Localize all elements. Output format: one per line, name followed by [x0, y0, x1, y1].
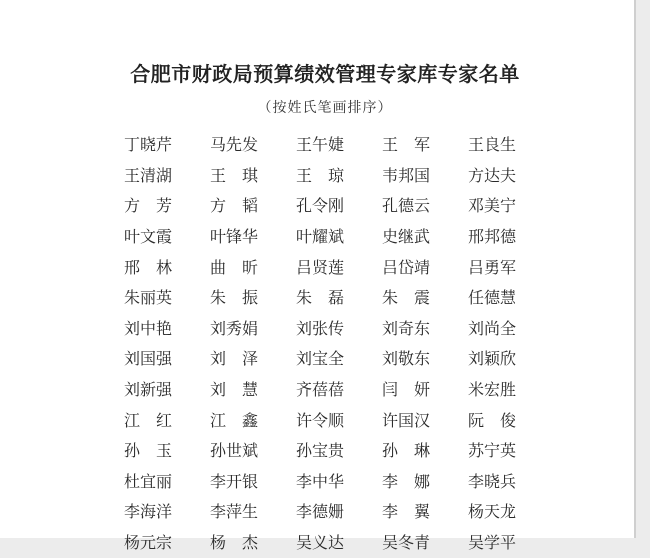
expert-name: 吴学平	[468, 533, 517, 553]
expert-name: 邢邦德	[468, 227, 517, 247]
expert-name: 吕岱靖	[382, 257, 431, 277]
expert-name: 叶耀斌	[296, 227, 345, 247]
expert-name: 吴义达	[296, 533, 345, 553]
expert-name: 孙 玉	[124, 441, 173, 461]
expert-name: 刘秀娟	[210, 318, 259, 338]
expert-name: 朱 振	[210, 288, 259, 308]
expert-name: 方 韬	[210, 196, 259, 216]
expert-name: 王 琼	[296, 165, 345, 185]
expert-name: 朱 震	[382, 288, 431, 308]
expert-name: 李 翼	[382, 502, 431, 522]
expert-name: 王 军	[382, 135, 431, 155]
expert-name: 曲 昕	[210, 257, 259, 277]
expert-name: 刘 慧	[210, 380, 259, 400]
expert-name: 任德慧	[468, 288, 517, 308]
expert-name: 许国汉	[382, 410, 431, 430]
expert-name: 叶锋华	[210, 227, 259, 247]
expert-name: 韦邦国	[382, 165, 431, 185]
expert-name: 王良生	[468, 135, 517, 155]
expert-name: 刘颖欣	[468, 349, 517, 369]
expert-name: 刘中艳	[124, 318, 173, 338]
expert-name: 孙世斌	[210, 441, 259, 461]
expert-name: 苏宁英	[468, 441, 517, 461]
expert-name: 刘敬东	[382, 349, 431, 369]
expert-name: 邢 林	[124, 257, 173, 277]
expert-name: 李 娜	[382, 471, 431, 491]
expert-name: 米宏胜	[468, 380, 517, 400]
expert-name: 闫 妍	[382, 380, 431, 400]
expert-name: 刘奇东	[382, 318, 431, 338]
expert-name: 许令顺	[296, 410, 345, 430]
expert-name: 孔令刚	[296, 196, 345, 216]
expert-name: 吴冬青	[382, 533, 431, 553]
expert-name: 刘尚全	[468, 318, 517, 338]
expert-name: 刘新强	[124, 380, 173, 400]
expert-name: 刘 泽	[210, 349, 259, 369]
expert-name: 王清湖	[124, 165, 173, 185]
expert-name: 齐蓓蓓	[296, 380, 345, 400]
expert-name: 孙宝贵	[296, 441, 345, 461]
expert-name: 吕贤莲	[296, 257, 345, 277]
expert-name: 叶文霞	[124, 227, 173, 247]
expert-name: 李德姗	[296, 502, 345, 522]
expert-name: 方 芳	[124, 196, 173, 216]
expert-name: 李晓兵	[468, 471, 517, 491]
expert-name: 方达夫	[468, 165, 517, 185]
expert-name: 杜宜丽	[124, 471, 173, 491]
page-edge-divider	[634, 0, 636, 538]
expert-name: 吕勇军	[468, 257, 517, 277]
expert-name: 江 红	[124, 410, 173, 430]
expert-name: 刘张传	[296, 318, 345, 338]
expert-name: 丁晓芹	[124, 135, 173, 155]
expert-name: 王午婕	[296, 135, 345, 155]
expert-name: 朱 磊	[296, 288, 345, 308]
expert-name: 阮 俊	[468, 410, 517, 430]
expert-name: 杨 杰	[210, 533, 259, 553]
expert-name: 孔德云	[382, 196, 431, 216]
expert-name: 孙 琳	[382, 441, 431, 461]
expert-name: 王 琪	[210, 165, 259, 185]
expert-name: 江 鑫	[210, 410, 259, 430]
expert-name: 李海洋	[124, 502, 173, 522]
expert-name: 刘宝全	[296, 349, 345, 369]
expert-name: 史继武	[382, 227, 431, 247]
expert-name: 李开银	[210, 471, 259, 491]
expert-name: 邓美宁	[468, 196, 517, 216]
expert-name: 李中华	[296, 471, 345, 491]
expert-name: 朱丽英	[124, 288, 173, 308]
expert-name: 李萍生	[210, 502, 259, 522]
document-title: 合肥市财政局预算绩效管理专家库专家名单	[130, 62, 520, 86]
expert-name: 马先发	[210, 135, 259, 155]
expert-name: 刘国强	[124, 349, 173, 369]
expert-name-list	[124, 130, 554, 558]
document-subtitle: （按姓氏笔画排序）	[257, 100, 393, 116]
expert-name: 杨天龙	[468, 502, 517, 522]
expert-name: 杨元宗	[124, 533, 173, 553]
